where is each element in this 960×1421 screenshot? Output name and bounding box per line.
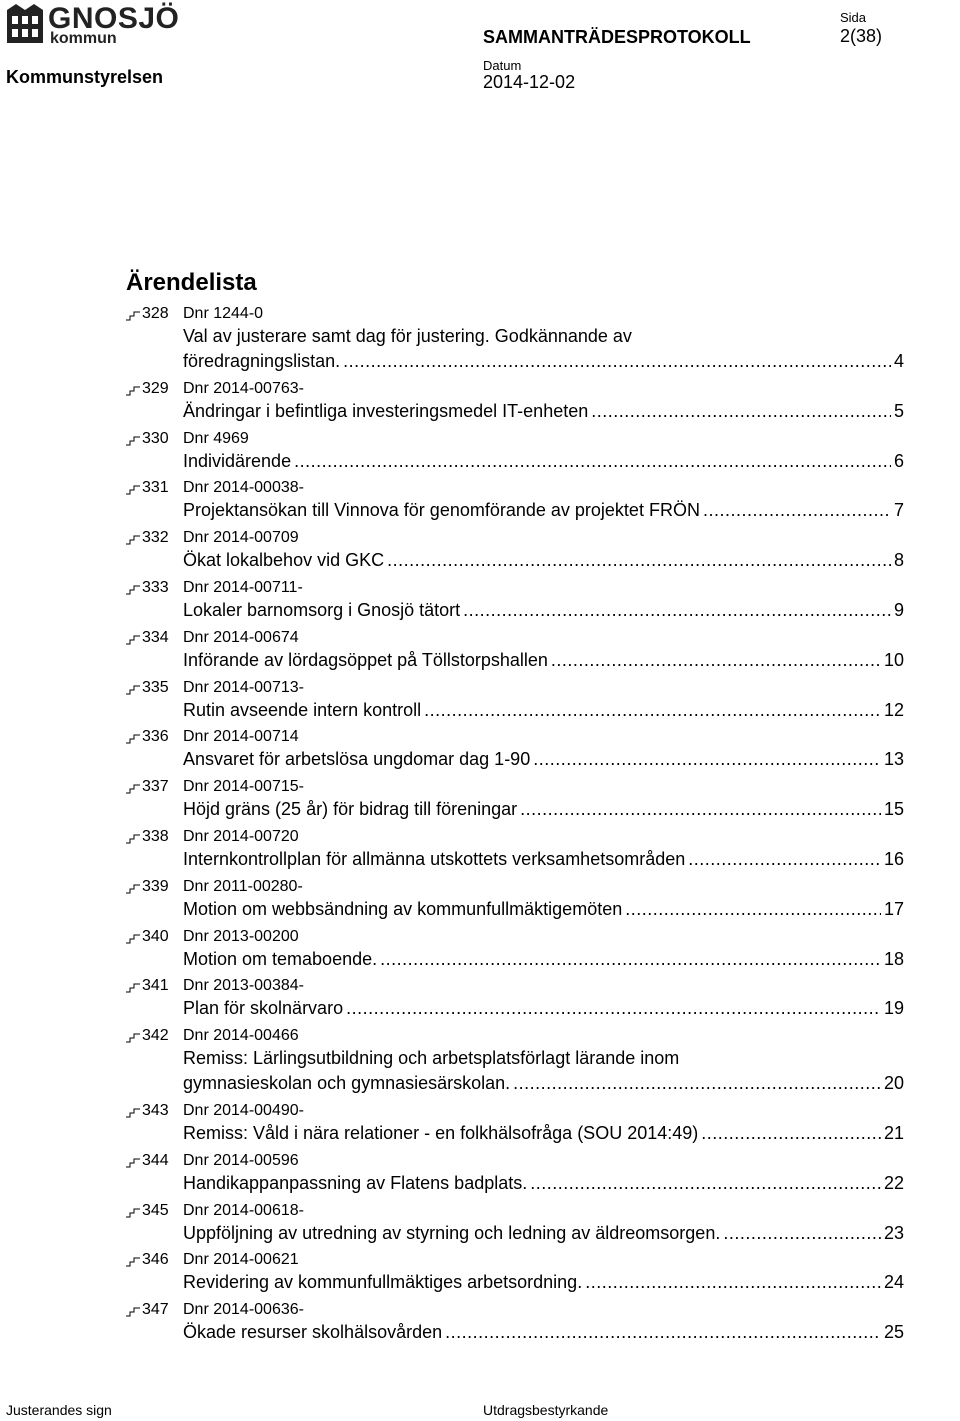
agenda-item-title: Ökat lokalbehov vid GKC xyxy=(183,550,385,571)
dot-leader xyxy=(585,1270,881,1294)
agenda-item-title-line xyxy=(183,1121,904,1145)
agenda-item-title-line xyxy=(183,598,904,622)
agenda-item xyxy=(0,927,960,977)
agenda-item-page: 4 xyxy=(893,351,904,371)
agenda-item-dnr: Dnr 2014-00490- xyxy=(183,1101,304,1119)
step-marker-icon xyxy=(126,732,140,744)
agenda-item-title-line xyxy=(183,1071,904,1095)
dot-leader xyxy=(533,747,881,771)
agenda-item-title-line xyxy=(183,498,904,522)
agenda-item-number: 340 xyxy=(142,927,169,945)
agenda-item-number: 329 xyxy=(142,379,169,397)
agenda-item-title-cont: föredragningslistan. xyxy=(183,351,341,371)
logo-wordmark: GNOSJÖ xyxy=(48,2,180,35)
agenda-item-title-line xyxy=(183,1171,904,1195)
agenda-item-title: Internkontrollplan för allmänna utskottets verksamhetsområden xyxy=(183,848,686,869)
agenda-item-title-line xyxy=(183,324,904,348)
agenda-item-dnr: Dnr 2014-00621 xyxy=(183,1251,299,1269)
organization-name: Kommunstyrelsen xyxy=(6,67,164,87)
agenda-item xyxy=(0,827,960,877)
agenda-item-number: 342 xyxy=(142,1027,169,1045)
date-label: Datum xyxy=(483,58,522,73)
agenda-item-title-line xyxy=(183,399,904,423)
agenda-item-dnr: Dnr 2014-00636- xyxy=(183,1301,304,1319)
step-marker-icon xyxy=(126,782,140,794)
agenda-item xyxy=(0,379,960,429)
agenda-item-page: 19 xyxy=(883,998,904,1019)
agenda-item-page: 5 xyxy=(893,400,904,421)
agenda-item-title-line xyxy=(183,349,904,373)
agenda-item-number: 341 xyxy=(142,977,169,995)
agenda-item-page: 25 xyxy=(883,1322,904,1343)
dot-leader xyxy=(530,1171,881,1195)
agenda-item-page: 12 xyxy=(883,699,904,720)
agenda-item-number: 330 xyxy=(142,429,169,447)
agenda-item-dnr: Dnr 4969 xyxy=(183,429,249,447)
agenda-item-dnr: Dnr 2014-00720 xyxy=(183,827,299,845)
agenda-item xyxy=(0,304,960,379)
agenda-item-dnr: Dnr 2014-00713- xyxy=(183,678,304,696)
agenda-item-page: 7 xyxy=(893,500,904,521)
gnosjo-logo xyxy=(6,2,180,47)
agenda-item xyxy=(0,1026,960,1101)
step-marker-icon xyxy=(126,832,140,844)
agenda-item xyxy=(0,1101,960,1151)
agenda-item-title: Revidering av kommunfullmäktiges arbetsordning. xyxy=(183,1272,583,1293)
agenda-item xyxy=(0,1300,960,1350)
agenda-item-page: 21 xyxy=(883,1122,904,1143)
agenda-item-title-line xyxy=(183,1270,904,1294)
agenda-item-dnr: Dnr 2014-00596 xyxy=(183,1151,299,1169)
dot-leader xyxy=(551,648,881,672)
step-marker-icon xyxy=(126,1206,140,1218)
agenda-item-number: 336 xyxy=(142,728,169,746)
agenda-item-title: Individärende xyxy=(183,450,292,471)
dot-leader xyxy=(723,1221,881,1245)
dot-leader xyxy=(520,797,881,821)
agenda-item-title-line xyxy=(183,698,904,722)
agenda-item-number: 335 xyxy=(142,678,169,696)
agenda-item xyxy=(0,976,960,1026)
agenda-item-title: Införande av lördagsöppet på Töllstorpshallen xyxy=(183,649,548,670)
agenda-item-title-line xyxy=(183,996,904,1020)
agenda-item-number: 337 xyxy=(142,778,169,796)
agenda-item-title: Val av justerare samt dag för justering. Godkännande av xyxy=(183,326,632,346)
footer-certification-label: Utdragsbestyrkande xyxy=(483,1402,609,1418)
agenda-item-dnr: Dnr 2014-00466 xyxy=(183,1027,299,1045)
agenda-item xyxy=(0,1151,960,1201)
dot-leader xyxy=(343,349,891,373)
agenda-item-page: 15 xyxy=(883,799,904,820)
agenda-item xyxy=(0,429,960,479)
dot-leader xyxy=(445,1320,881,1344)
agenda-item-title: Remiss: Lärlingsutbildning och arbetsplatsförlagt lärande inom xyxy=(183,1048,680,1069)
agenda-item-page: 20 xyxy=(883,1073,904,1094)
agenda-item-number: 343 xyxy=(142,1101,169,1119)
agenda-item-page: 17 xyxy=(883,898,904,919)
dot-leader xyxy=(701,1121,881,1145)
agenda-item xyxy=(0,1201,960,1251)
dot-leader xyxy=(387,548,891,572)
step-marker-icon xyxy=(126,434,140,446)
agenda-item xyxy=(0,628,960,678)
step-marker-icon xyxy=(126,1106,140,1118)
agenda-item-page: 24 xyxy=(883,1272,904,1293)
agenda-item-title: Ansvaret för arbetslösa ungdomar dag 1-90 xyxy=(183,749,531,770)
document-type: SAMMANTRÄDESPROTOKOLL xyxy=(483,27,751,47)
step-marker-icon xyxy=(126,1156,140,1168)
agenda-item-title: Motion om temaboende. xyxy=(183,948,378,969)
agenda-item-number: 334 xyxy=(142,628,169,646)
agenda-item-page: 23 xyxy=(883,1222,904,1243)
agenda-item-title-line xyxy=(183,648,904,672)
agenda-item-title: Handikappanpassning av Flatens badplats. xyxy=(183,1172,528,1193)
step-marker-icon xyxy=(126,932,140,944)
agenda-item-page: 16 xyxy=(883,848,904,869)
dot-leader xyxy=(294,449,891,473)
agenda-item-dnr: Dnr 2014-00763- xyxy=(183,379,304,397)
agenda-item-number: 345 xyxy=(142,1201,169,1219)
step-marker-icon xyxy=(126,683,140,695)
agenda-item-title-line xyxy=(183,897,904,921)
agenda-item-dnr: Dnr 2014-00674 xyxy=(183,628,299,646)
step-marker-icon xyxy=(126,309,140,321)
agenda-item-page: 8 xyxy=(893,550,904,571)
agenda-item-title-line xyxy=(183,1046,904,1070)
agenda-item xyxy=(0,1250,960,1300)
step-marker-icon xyxy=(126,533,140,545)
agenda-item-title: Projektansökan till Vinnova för genomförande av projektet FRÖN xyxy=(183,500,700,521)
agenda-item-number: 346 xyxy=(142,1251,169,1269)
dot-leader xyxy=(424,698,881,722)
agenda-item-number: 338 xyxy=(142,827,169,845)
dot-leader xyxy=(625,897,881,921)
agenda-item-number: 347 xyxy=(142,1301,169,1319)
agenda-item-number: 339 xyxy=(142,877,169,895)
agenda-item-dnr: Dnr 2014-00618- xyxy=(183,1201,304,1219)
agenda-item-dnr: Dnr 1244-0 xyxy=(183,305,264,322)
agenda-item-title-line xyxy=(183,747,904,771)
agenda-item-title: Plan för skolnärvaro xyxy=(183,998,344,1019)
agenda-item xyxy=(0,777,960,827)
agenda-item-page: 9 xyxy=(893,599,904,620)
date-value: 2014-12-02 xyxy=(483,72,576,92)
agenda-item-title: Uppföljning av utredning av styrning och ledning av äldreomsorgen. xyxy=(183,1222,721,1243)
agenda-item-dnr: Dnr 2014-00711- xyxy=(183,578,303,596)
agenda-item-number: 331 xyxy=(142,479,169,497)
agenda-item xyxy=(0,478,960,528)
gnosjo-emblem-icon xyxy=(6,4,44,44)
agenda-item-title-line xyxy=(183,797,904,821)
agenda-item-dnr: Dnr 2014-00038- xyxy=(183,479,304,497)
agenda-item-title: Rutin avseende intern kontroll xyxy=(183,699,422,720)
page-number: 2(38) xyxy=(840,26,883,46)
agenda-item-number: 328 xyxy=(142,305,169,322)
logo-subtitle: kommun xyxy=(50,30,117,47)
agenda-item-number: 332 xyxy=(142,529,169,547)
agenda-item-title-line xyxy=(183,847,904,871)
agenda-item-dnr: Dnr 2014-00714 xyxy=(183,728,299,746)
step-marker-icon xyxy=(126,1255,140,1267)
dot-leader xyxy=(688,847,881,871)
agenda-item-title: Höjd gräns (25 år) för bidrag till föreningar xyxy=(183,799,518,820)
dot-leader xyxy=(346,996,881,1020)
agenda-item-page: 13 xyxy=(883,749,904,770)
step-marker-icon xyxy=(126,483,140,495)
step-marker-icon xyxy=(126,1031,140,1043)
agenda-item-title-line xyxy=(183,1320,904,1344)
step-marker-icon xyxy=(126,981,140,993)
agenda-item-page: 10 xyxy=(883,649,904,670)
dot-leader xyxy=(380,947,881,971)
agenda-item-dnr: Dnr 2013-00384- xyxy=(183,977,304,995)
agenda-item xyxy=(0,727,960,777)
agenda-item-page: 6 xyxy=(893,450,904,471)
step-marker-icon xyxy=(126,583,140,595)
agenda-item-dnr: Dnr 2013-00200 xyxy=(183,927,299,945)
agenda-item-title-line xyxy=(183,449,904,473)
step-marker-icon xyxy=(126,633,140,645)
footer-signature-label: Justerandes sign xyxy=(6,1402,112,1418)
agenda-item-title-cont: gymnasieskolan och gymnasiesärskolan. xyxy=(183,1073,511,1094)
agenda-item-number: 333 xyxy=(142,578,169,596)
agenda-heading: Ärendelista xyxy=(126,269,257,296)
agenda-item-number: 344 xyxy=(142,1151,169,1169)
agenda-item xyxy=(0,877,960,927)
agenda-item-title-line xyxy=(183,947,904,971)
agenda-item-title: Ökade resurser skolhälsovården xyxy=(183,1322,443,1343)
page-label: Sida xyxy=(840,10,867,25)
agenda-item-dnr: Dnr 2014-00715- xyxy=(183,778,304,796)
agenda-item xyxy=(0,678,960,728)
agenda-item-dnr: Dnr 2014-00709 xyxy=(183,529,299,547)
step-marker-icon xyxy=(126,882,140,894)
dot-leader xyxy=(513,1071,881,1095)
dot-leader xyxy=(463,598,891,622)
agenda-item-dnr: Dnr 2011-00280- xyxy=(183,877,303,895)
agenda-item-title-line xyxy=(183,548,904,572)
dot-leader xyxy=(703,498,891,522)
agenda-item xyxy=(0,528,960,578)
agenda-item-title: Ändringar i befintliga investeringsmedel IT-enheten xyxy=(183,400,589,421)
dot-leader xyxy=(591,399,891,423)
agenda-item-title-line xyxy=(183,1221,904,1245)
agenda-item xyxy=(0,578,960,628)
agenda-list xyxy=(0,304,960,1350)
agenda-item-page: 22 xyxy=(883,1172,904,1193)
agenda-item-title: Lokaler barnomsorg i Gnosjö tätort xyxy=(183,599,461,620)
step-marker-icon xyxy=(126,384,140,396)
agenda-item-title: Motion om webbsändning av kommunfullmäktigemöten xyxy=(183,898,623,919)
agenda-item-title: Remiss: Våld i nära relationer - en folkhälsofråga (SOU 2014:49) xyxy=(183,1122,699,1143)
agenda-item-page: 18 xyxy=(883,948,904,969)
step-marker-icon xyxy=(126,1305,140,1317)
